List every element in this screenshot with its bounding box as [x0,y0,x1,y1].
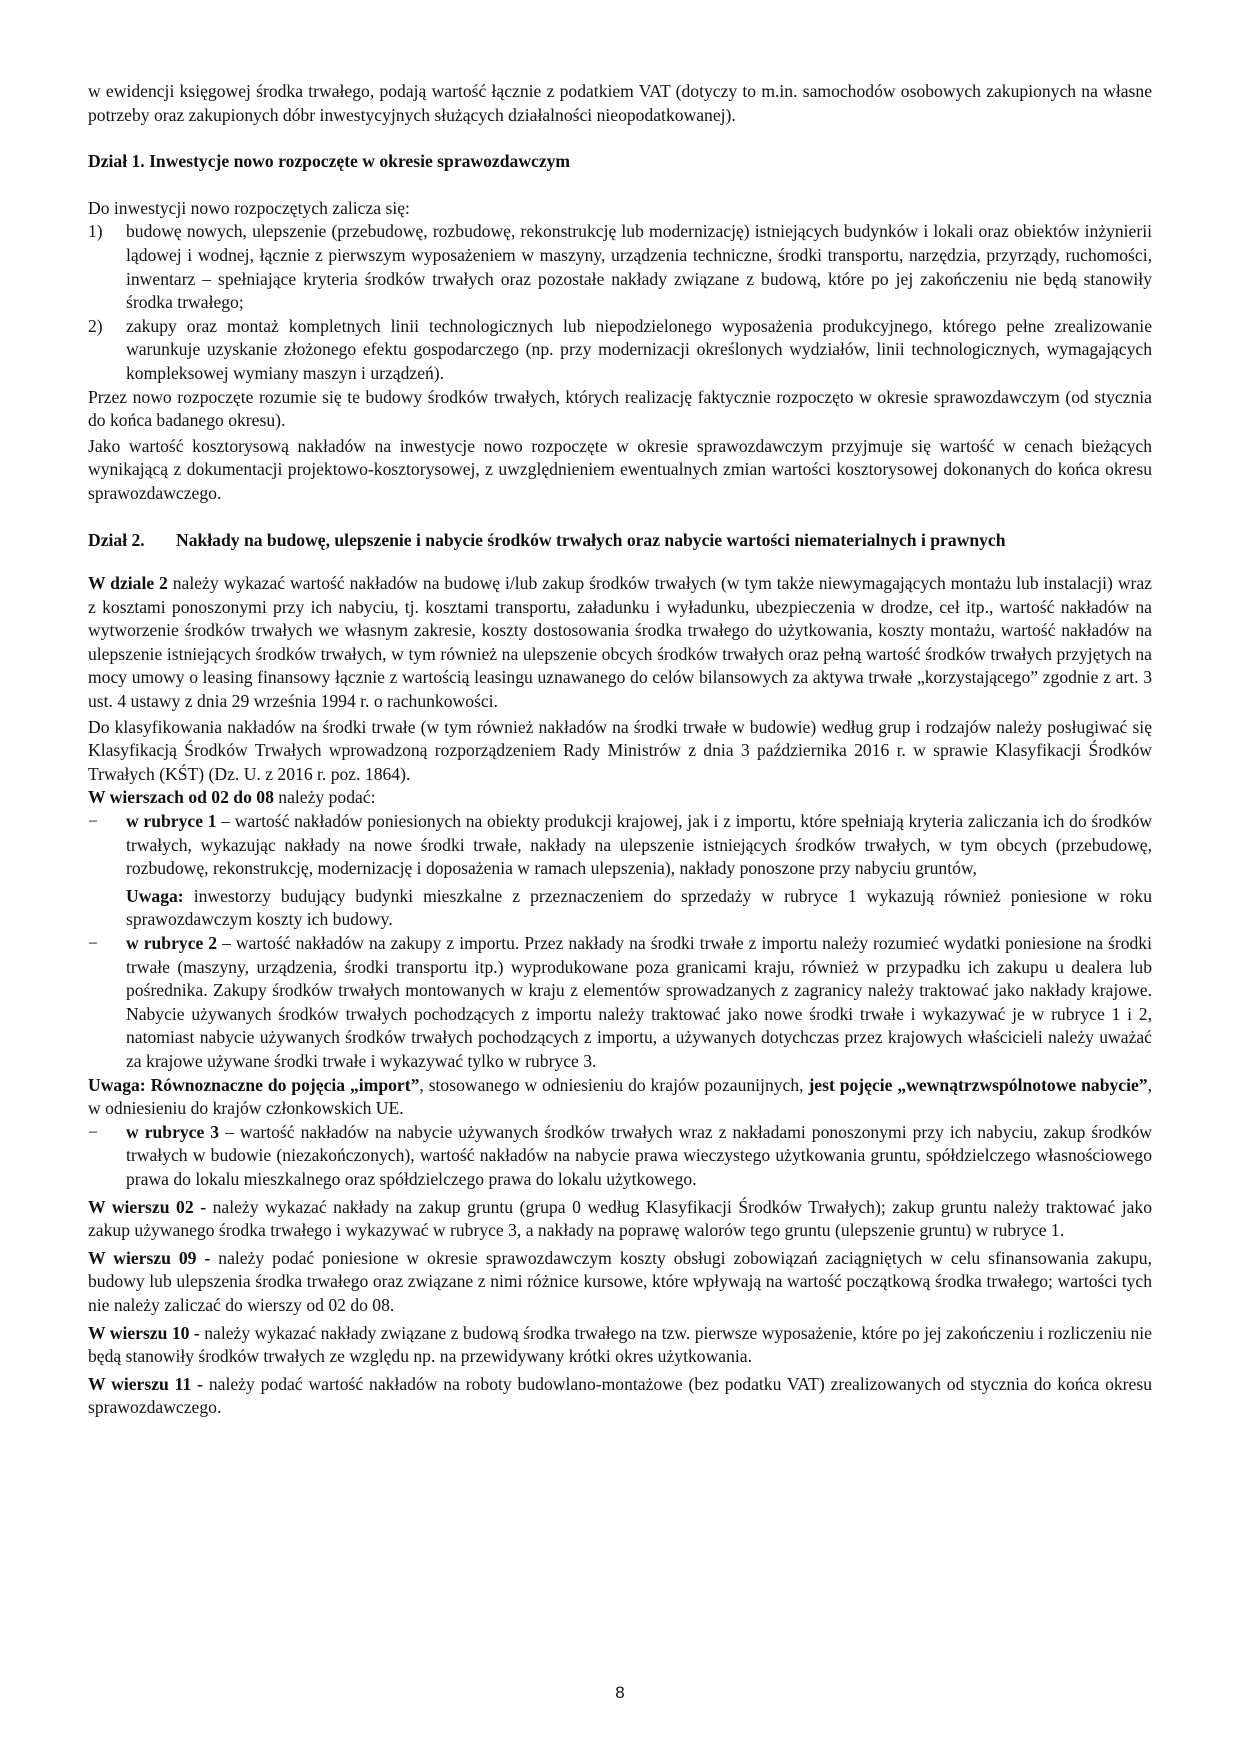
section-1-paragraph: Przez nowo rozpoczęte rozumie się te budowy środków trwałych, których realizację faktycznie rozpoczęto w okresie sprawozdawczym (od stycznia do końca badanego okresu). [88,386,1152,431]
document-page [88,80,1152,1420]
section-2-paragraph: Do klasyfikowania nakładów na środki trwałe (w tym również nakładów na środki trwałe w budowie) według grup i rodzajów należy posługiwać się Klasyfikacją Środków Trwałych wprowadzoną rozporządzeniem Rady Ministrów z dnia 3 października 2016 r. w sprawie Klasyfikacji Środków Trwałych (KŚT) (Dz. U. z 2016 r. poz. 1864). [88,716,1152,784]
bold-lead: W wierszach od 02 do 08 [88,787,274,808]
page-number: 8 [615,1683,625,1702]
section-1-paragraph: Jako wartość kosztorysową nakładów na inwestycje nowo rozpoczęte w okresie sprawozdawczym przyjmuje się wartość w cenach bieżących wynikającą z dokumentacji projektowo-kosztorysowej, z uwzględnieniem ewentualnych zmian wartości kosztorysowej dokonanych do końca okresu sprawozdawczego. [88,435,1152,503]
intro-paragraph: w ewidencji księgowej środka trwałego, podają wartość łącznie z podatkiem VAT (dotyczy to m.in. samochodów osobowych zakupionych na własne potrzeby oraz zakupionych dóbr inwestycyjnych służących działalności nieopodatkowanej). [88,81,1152,125]
section-1-lead: Do inwestycji nowo rozpoczętych zalicza się: [88,197,410,218]
dash-marker: − [88,933,98,953]
list-item: − w rubryce 2 – wartość nakładów na zakupy z importu. Przez nakłady na środki trwałe z importu należy rozumieć wydatki poniesione na środki trwałe (maszyny, urządzenia, środki transportu itp.) wyprodukowane poza granicami kraju, również w przypadku ich zakupu u dealera lub pośrednika. Zakupy środków trwałych montowanych w kraju z elementów sprowadzanych z zagranicy należy traktować jako nakłady krajowe. Nabycie używanych środków trwałych pochodzących z importu należy traktować jako nowe środki trwałe i wykazywać je w rubryce 1 i 2, natomiast nabycie używanych środków trwałych pochodzących z importu, a używanych dotychczas przez krajowych właścicieli należy uważać za krajowe używane środki trwałe i wykazywać tylko w rubryce 3. [88,932,1152,1074]
row-09-paragraph: W wierszu 09 - należy podać poniesione w okresie sprawozdawczym koszty obsługi zobowiązań zaciągniętych w celu sfinansowania zakupu, budowy lub ulepszenia środka trwałego oraz związane z nimi różnice kursowe, które wpływają na wartość początkową środka trwałego; wartości tych nie należy zaliczać do wierszy od 02 do 08. [88,1247,1152,1315]
section-2-number: Dział 2. [88,529,145,550]
dash-marker: − [88,811,98,832]
section-2-heading [88,529,1152,553]
list-text: zakupy oraz montaż kompletnych linii technologicznych lub niepodzielonego wyposażenia produkcyjnego, którego pełne zrealizowanie warunkuje uzyskanie złożonego efektu gospodarczego (np. przy modernizacji określonych wydziałów, linii technologicznych, wymagających kompleksowej wymiany maszyn i urządzeń). [126,315,1152,383]
bold-lead: w rubryce 2 [126,933,218,953]
list-number: 2) [88,315,103,336]
section-2-paragraph: W wierszach od 02 do 08 należy podać: [88,787,376,808]
bold-lead: w rubryce 3 [126,1121,220,1142]
section-1-heading: Dział 1. Inwestycje nowo rozpoczęte w okresie sprawozdawczym [88,151,571,172]
bold-lead: W dziale 2 [88,573,168,594]
list-item: − w rubryce 1 – wartość nakładów poniesionych na obiekty produkcji krajowej, jak i z importu, które spełniają kryteria zaliczania ich do środków trwałych, wykazując nakłady na nowe środki trwałe, nakłady na ulepszenie istniejących środków trwałych, w tym obcych (przebudowę, rozbudowę, rekonstrukcję, modernizację i doposażenia w ramach ulepszenia), nakłady ponoszone przy nabyciu gruntów, Uwaga: inwestorzy budujący budynki mieszkalne z przeznaczeniem do sprzedaży w rubryce 1 wykazują również poniesione w roku sprawozdawczym koszty ich budowy. [88,810,1152,932]
row-10-paragraph: W wierszu 10 - należy wykazać nakłady związane z budową środka trwałego na tzw. pierwsze wyposażenie, które po jej zakończeniu i rozliczeniu nie będą stanowiły środków trwałych ze względu np. na przewidywany krótki okres użytkowania. [88,1322,1152,1367]
note-paragraph: Uwaga: inwestorzy budujący budynki mieszkalne z przeznaczeniem do sprzedaży w rubryce 1 wykazują również poniesione w roku sprawozdawczym koszty ich budowy. [126,885,1152,930]
list-item: − w rubryce 3 – wartość nakładów na nabycie używanych środków trwałych wraz z nakładami ponoszonymi przy ich nabyciu, zakup środków trwałych w budowie (niezakończonych), wartość nakładów na nabycie prawa wieczystego użytkowania gruntu, spółdzielczego własnościowego prawa do lokalu mieszkalnego oraz spółdzielczego prawa do lokalu użytkowego. [88,1121,1152,1192]
dash-marker: − [88,1121,98,1142]
row-11-paragraph: W wierszu 11 - należy podać wartość nakładów na roboty budowlano-montażowe (bez podatku VAT) zrealizowanych od stycznia do końca okresu sprawozdawczego. [88,1373,1152,1418]
section-2-paragraph: W dziale 2 należy wykazać wartość nakładów na budowę i/lub zakup środków trwałych (w tym także niewymagających montażu lub instalacji) wraz z kosztami ponoszonymi przy ich nabyciu, tj. kosztami transportu, załadunku i wyładunku, ubezpieczenia w drodze, ceł itp., wartość nakładów na wytworzenie środków trwałych we własnym zakresie, koszty dostosowania środka trwałego do użytkowania, koszty montażu, wartość nakładów na ulepszenie istniejących środków trwałych, w tym również na ulepszenie obcych środków trwałych oraz pełną wartość środków trwałych przyjętych na mocy umowy o leasing finansowy łącznie z wartością leasingu uznawanego do celów bilansowych za aktywa trwałe „korzystającego” zgodnie z art. 3 ust. 4 ustawy z dnia 29 września 1994 r. o rachunkowości. [88,573,1152,712]
note-paragraph: Uwaga: Równoznaczne do pojęcia „import”, stosowanego w odniesieniu do krajów pozaunijnych, jest pojęcie „wewnątrzwspólnotowe nabycie”, w odniesieniu do krajów członkowskich UE. [88,1074,1153,1119]
bold-lead: w rubryce 1 [126,811,217,832]
list-item [88,315,1152,386]
list-text: budowę nowych, ulepszenie (przebudowę, rozbudowę, rekonstrukcję lub modernizację) istniejących budynków i lokali oraz obiektów inżynierii lądowej i wodnej, łącznie z pierwszym wyposażeniem w maszyny, urządzenia techniczne, środki transportu, narzędzia, przyrządy, ruchomości, inwentarz – spełniające kryteria środków trwałych oraz pozostałe nakłady związane z budową, które po jej zakończeniu nie będą stanowiły środka trwałego; [126,221,1152,313]
section-2-title: Nakłady na budowę, ulepszenie i nabycie środków trwałych oraz nabycie wartości niematerialnych i prawnych [176,529,1006,550]
row-02-paragraph: W wierszu 02 - należy wykazać nakłady na zakup gruntu (grupa 0 według Klasyfikacji Środków Trwałych); zakup gruntu należy traktować jako zakup używanego środka trwałego i wykazywać w rubryce 3, a nakłady na poprawę walorów tego gruntu (ulepszenie gruntu) w rubryce 1. [88,1196,1152,1241]
list-item [88,220,1152,314]
list-number: 1) [88,221,103,242]
